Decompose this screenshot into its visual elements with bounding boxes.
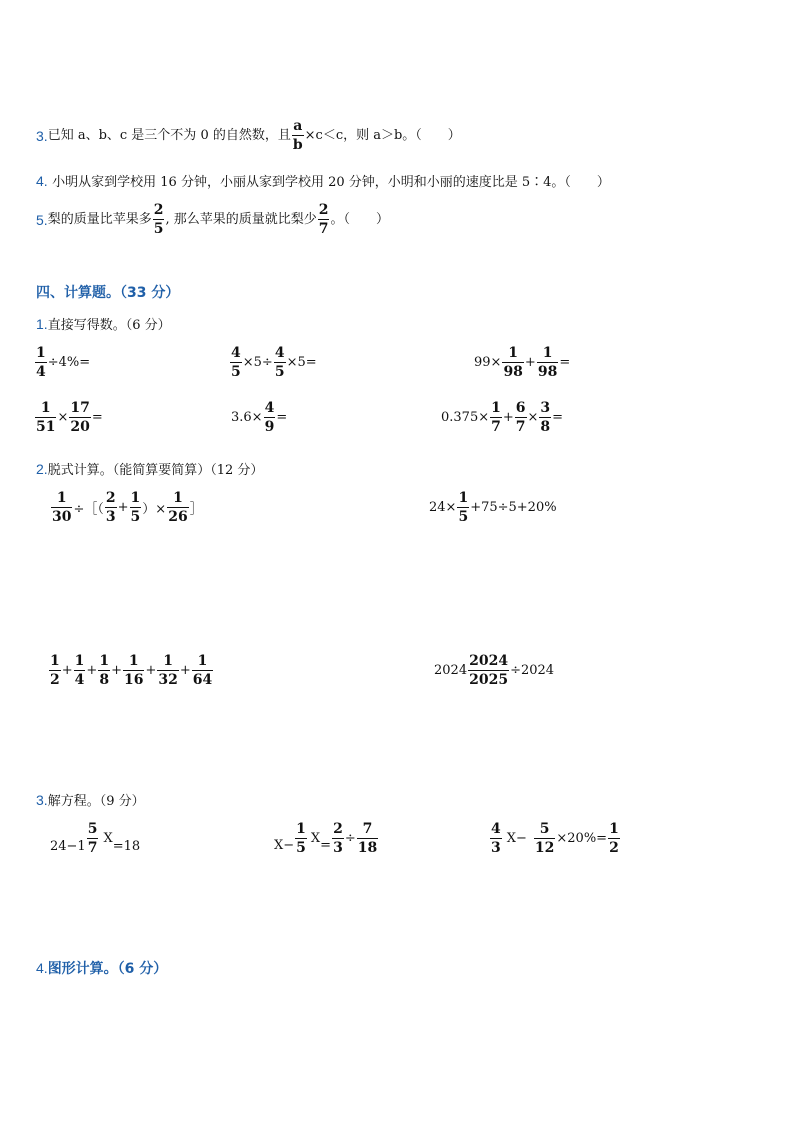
- expr-text: =: [320, 838, 332, 853]
- expr-text: 99×: [474, 355, 502, 370]
- expr-text: ÷［（: [73, 502, 104, 517]
- fraction: $\frac{2}{7}$: [318, 202, 329, 237]
- expr-text: +: [524, 355, 536, 370]
- expr-text: +: [145, 663, 157, 678]
- expr-text: X: [310, 831, 321, 846]
- direct-expr-5: [231, 401, 287, 434]
- item-number: 3.: [36, 127, 48, 144]
- stepwise-expr-2: [429, 491, 557, 524]
- expr-text: ÷: [344, 831, 356, 846]
- expr-text: +: [502, 410, 514, 425]
- fraction: $\frac{1}{2}$: [50, 653, 60, 688]
- part-text: 直接写得数。（6 分）: [47, 318, 171, 333]
- expr-text: 2024: [434, 663, 468, 678]
- fraction: $\frac{4}{5}$: [274, 345, 285, 380]
- expr-text: X−: [506, 831, 527, 846]
- fraction: $\frac{1}{5}$: [130, 490, 141, 525]
- fraction: $\frac{6}{7}$: [515, 400, 526, 435]
- expr-text: 24×: [429, 500, 457, 515]
- fraction: $\frac{1}{51}$: [36, 400, 56, 435]
- item-text: 已知 a、b、c 是三个不为 0 的自然数，且: [47, 127, 291, 143]
- fraction: $\frac{1}{32}$: [158, 653, 178, 688]
- fraction: $\frac{1}{98}$: [503, 345, 523, 380]
- expr-text: +: [117, 500, 129, 515]
- expr-text: X: [103, 831, 113, 846]
- part-number: 2.: [36, 461, 48, 477]
- expr-text: +: [179, 663, 191, 678]
- expr-text: ÷4%=: [47, 355, 91, 370]
- item-text: ×c＜c，则 a＞b。（ ）: [304, 127, 461, 143]
- fraction: $\frac{1}{98}$: [537, 345, 558, 380]
- expr-text: 0.375×: [441, 410, 490, 425]
- expr-text: X−: [274, 838, 295, 853]
- fraction: $\frac{2024}{2025}$: [469, 653, 509, 688]
- section-title: 四、计算题。（33 分）: [36, 285, 180, 301]
- expr-text: =: [552, 410, 564, 425]
- fraction: $\frac{7}{18}$: [357, 821, 378, 856]
- part-3-title: [36, 790, 145, 812]
- judge-item-5: [36, 203, 389, 236]
- fraction: $\frac{1}{64}$: [192, 653, 213, 688]
- expr-text: ）×: [142, 502, 167, 517]
- judge-item-3: [36, 119, 461, 152]
- fraction: $\frac{5}{12}$: [534, 821, 555, 856]
- fraction: $\frac{1}{26}$: [168, 490, 188, 525]
- part-number: 4.: [36, 960, 48, 976]
- item-text: 小明从家到学校用 16 分钟，小丽从家到学校用 20 分钟，小明和小丽的速度比是 5∶4。（ ）: [52, 175, 610, 190]
- part-2-title: [36, 459, 263, 481]
- fraction: $\frac{1}{16}$: [123, 653, 144, 688]
- item-text: 。（ ）: [330, 211, 389, 227]
- equation-1: [50, 822, 140, 855]
- expr-text: ×: [57, 410, 69, 425]
- equation-2: [274, 822, 379, 855]
- part-text: 图形计算。（6 分）: [47, 961, 168, 977]
- fraction: $\frac{1}{30}$: [52, 490, 72, 525]
- fraction: $\frac{4}{3}$: [491, 821, 501, 856]
- direct-expr-1: [34, 346, 90, 379]
- expr-text: =: [276, 410, 288, 425]
- item-number: 4.: [36, 173, 48, 189]
- fraction: $\frac{1}{4}$: [36, 345, 46, 380]
- expr-text: 3.6×: [231, 410, 263, 425]
- expr-text: +: [86, 663, 98, 678]
- expr-text: +75÷5+20%: [470, 500, 557, 515]
- expr-text: =: [91, 410, 103, 425]
- fraction: $\frac{1}{2}$: [609, 821, 619, 856]
- fraction: $\frac{5}{7}$: [87, 821, 98, 856]
- fraction: $\frac{1}{8}$: [99, 653, 110, 688]
- fraction: $\frac{1}{7}$: [491, 400, 501, 435]
- expr-text: ×: [527, 410, 539, 425]
- part-text: 脱式计算。（能简算要简算）（12 分）: [47, 463, 264, 478]
- stepwise-expr-3: [48, 654, 214, 687]
- expr-text: ÷2024: [510, 663, 555, 678]
- fraction: $\frac{a}{b}$: [292, 118, 303, 153]
- fraction: $\frac{2}{3}$: [333, 821, 343, 856]
- part-number: 1.: [36, 316, 48, 332]
- fraction: $\frac{1}{5}$: [458, 490, 469, 525]
- stepwise-expr-4: [434, 654, 554, 687]
- part-number: 3.: [36, 792, 48, 808]
- item-text: 梨的质量比苹果多: [47, 211, 152, 227]
- part-1-title: [36, 314, 171, 336]
- direct-expr-6: [441, 401, 563, 434]
- fraction: $\frac{2}{3}$: [105, 490, 116, 525]
- part-text: 解方程。（9 分）: [47, 794, 145, 809]
- fraction: $\frac{1}{5}$: [296, 821, 306, 856]
- fraction: $\frac{2}{5}$: [153, 202, 164, 237]
- direct-expr-2: [229, 346, 317, 379]
- part-4-title: [36, 958, 167, 979]
- expr-text: ×5÷: [242, 355, 273, 370]
- fraction: $\frac{3}{8}$: [540, 400, 551, 435]
- expr-text: =18: [112, 839, 141, 854]
- expr-text: +: [111, 663, 122, 678]
- direct-expr-4: [34, 401, 103, 434]
- expr-text: ×20%=: [556, 831, 608, 846]
- direct-expr-3: [474, 346, 570, 379]
- expr-text: =: [559, 355, 571, 370]
- item-text: , 那么苹果的质量就比梨少: [165, 211, 317, 227]
- expr-text: 24−1: [50, 839, 86, 854]
- item-number: 5.: [36, 211, 48, 228]
- fraction: $\frac{17}{20}$: [70, 400, 90, 435]
- stepwise-expr-1: [50, 491, 203, 524]
- judge-item-4: [36, 171, 610, 193]
- equation-3: [489, 822, 621, 855]
- fraction: $\frac{4}{5}$: [231, 345, 241, 380]
- expr-text: ×5=: [286, 355, 317, 370]
- expr-text: +: [61, 663, 73, 678]
- fraction: $\frac{4}{9}$: [264, 400, 275, 435]
- fraction: $\frac{1}{4}$: [74, 653, 85, 688]
- expr-text: ］: [189, 502, 203, 517]
